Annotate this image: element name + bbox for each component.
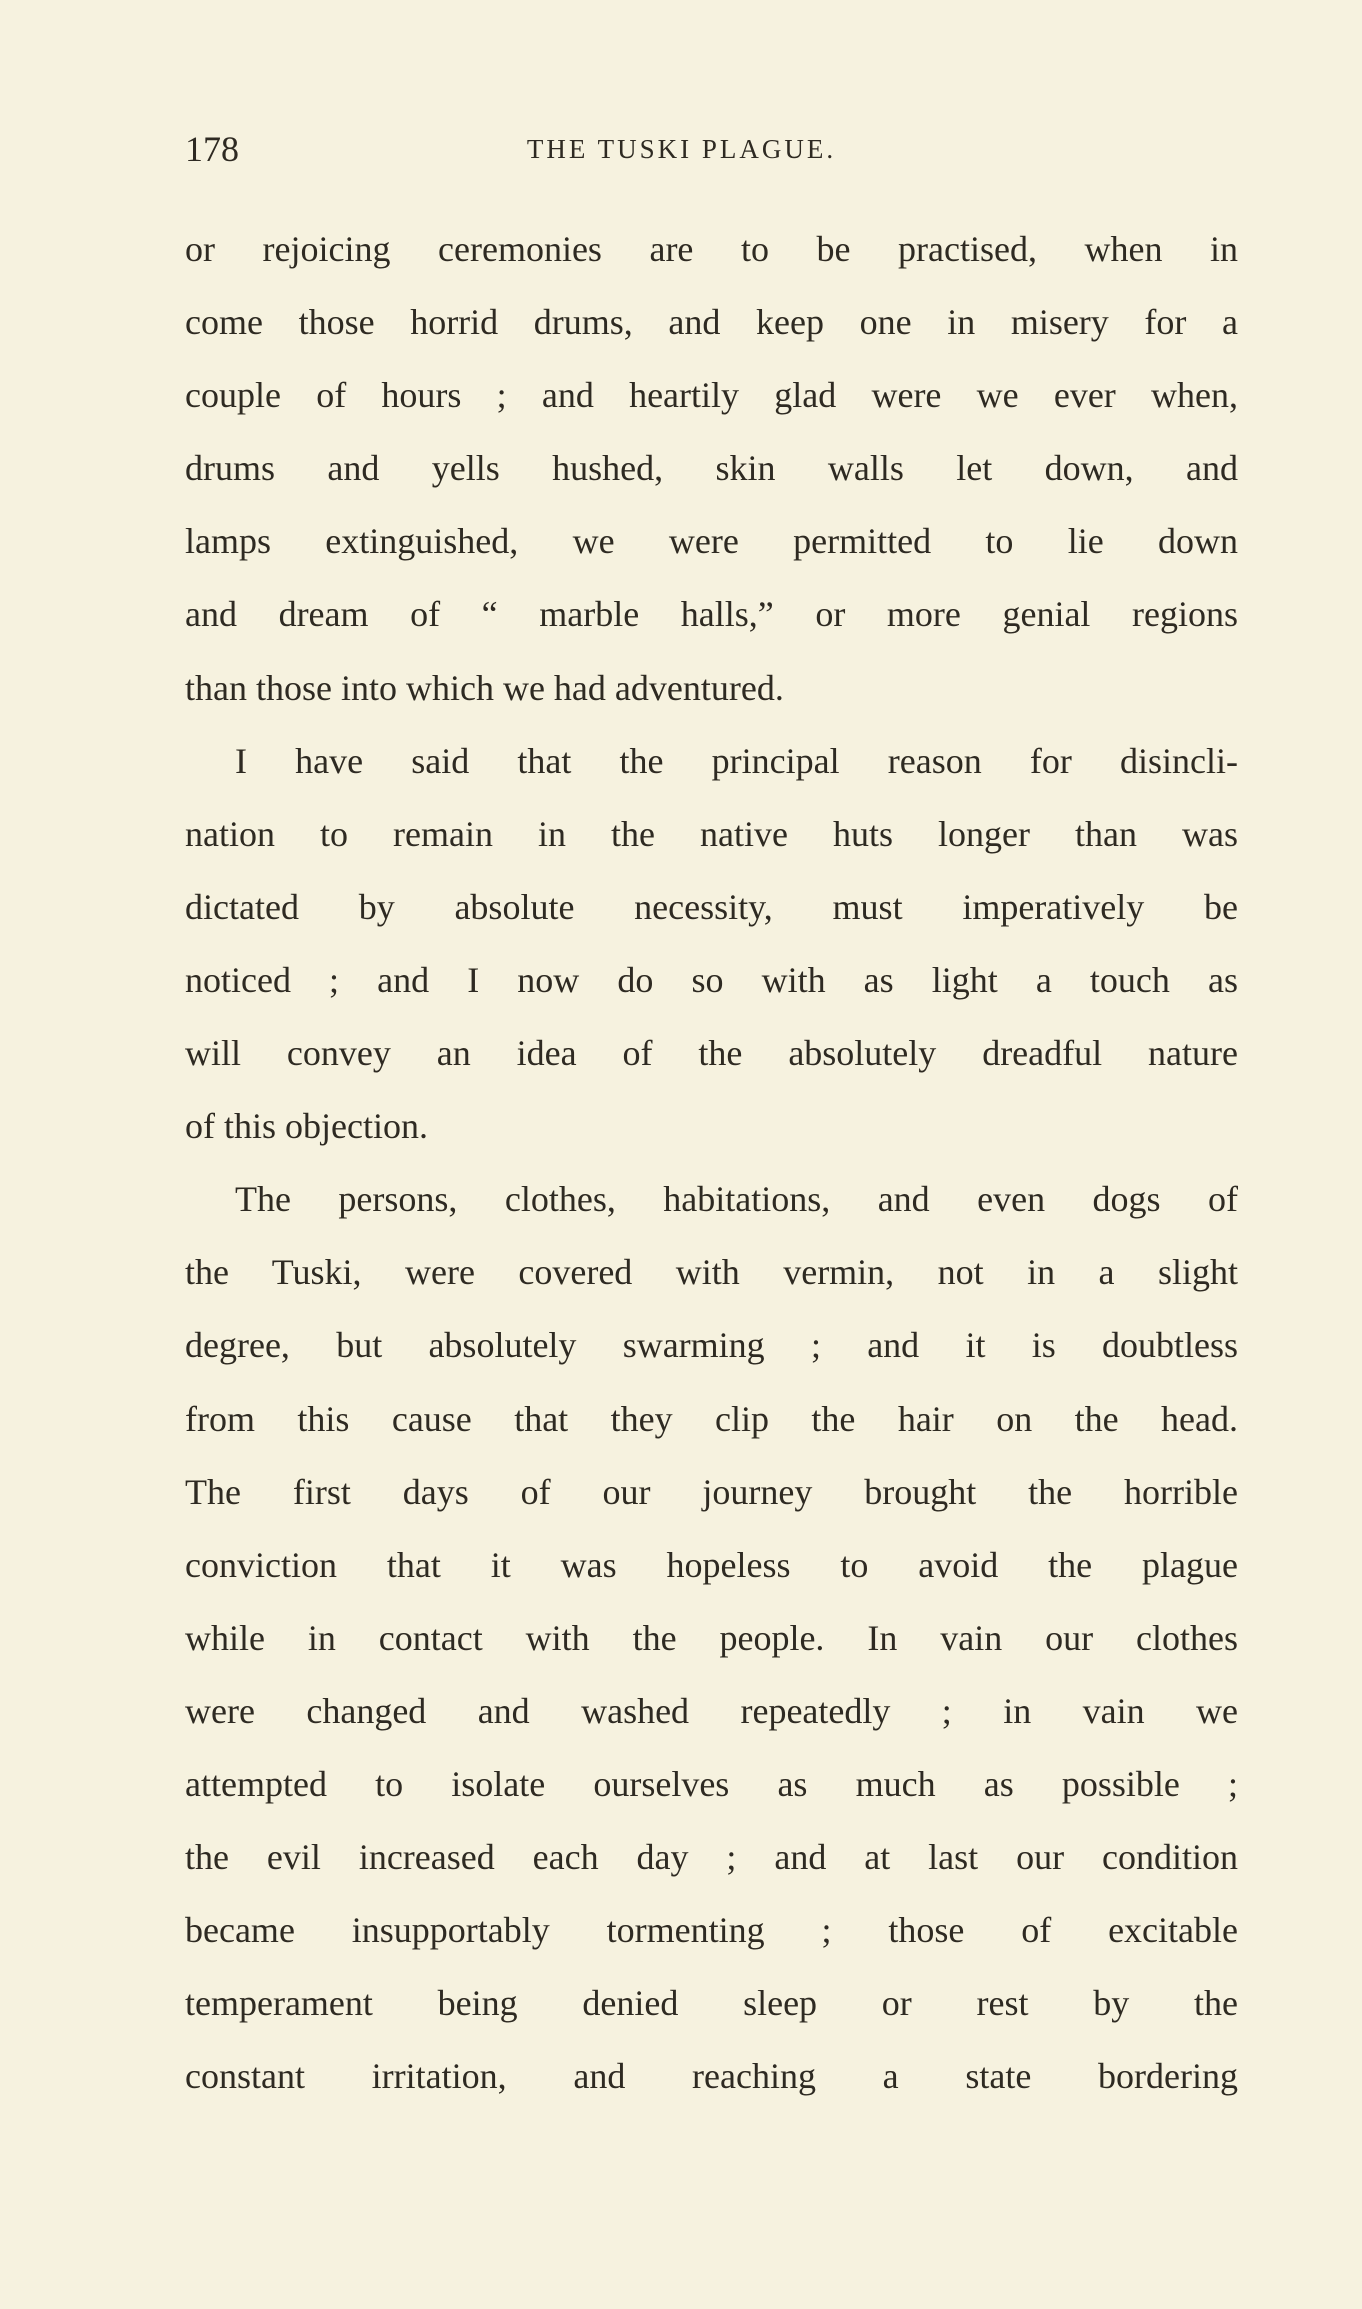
- running-title: THE TUSKI PLAGUE.: [526, 134, 837, 164]
- text-line: the evil increased each day ; and at last our condition: [185, 1837, 1238, 1878]
- text-line: I have said that the principal reason for disincli-: [235, 740, 1238, 781]
- text-line: and dream of “ marble halls,” or more genial regions: [185, 594, 1238, 635]
- text-line: couple of hours ; and heartily glad were we ever when,: [185, 375, 1238, 416]
- text-line: or rejoicing ceremonies are to be practised, when in: [185, 229, 1238, 269]
- text-line: while in contact with the people. In vain our clothes: [185, 1617, 1238, 1658]
- text-line: temperament being denied sleep or rest by the: [185, 1983, 1238, 2024]
- text-line: drums and yells hushed, skin walls let down, and: [185, 448, 1238, 489]
- text-line: attempted to isolate ourselves as much as possible ;: [185, 1763, 1238, 1804]
- text-line: from this cause that they clip the hair on the head.: [185, 1398, 1238, 1439]
- text-line: the Tuski, were covered with vermin, not in a slight: [185, 1252, 1238, 1293]
- text-line: will convey an idea of the absolutely dreadful nature: [185, 1033, 1238, 1074]
- page-header: [185, 128, 1238, 172]
- text-line: nation to remain in the native huts longer than was: [185, 813, 1238, 854]
- text-line: dictated by absolute necessity, must imperatively be: [185, 886, 1238, 927]
- text-line: of this objection.: [185, 1106, 428, 1147]
- text-line: constant irritation, and reaching a state bordering: [185, 2056, 1238, 2097]
- text-line: noticed ; and I now do so with as light a touch as: [185, 959, 1238, 1000]
- text-line: degree, but absolutely swarming ; and it is doubtless: [185, 1325, 1238, 1366]
- text-line: The persons, clothes, habitations, and even dogs of: [235, 1179, 1238, 1220]
- page-body: [185, 224, 1238, 2124]
- text-line: come those horrid drums, and keep one in misery for a: [185, 302, 1238, 343]
- text-line: became insupportably tormenting ; those of excitable: [185, 1910, 1238, 1951]
- text-line: than those into which we had adventured.: [185, 667, 784, 708]
- text-line: conviction that it was hopeless to avoid the plague: [185, 1544, 1238, 1585]
- text-line: The first days of our journey brought the horrible: [185, 1471, 1238, 1512]
- page-number: 178: [185, 129, 239, 169]
- text-line: were changed and washed repeatedly ; in vain we: [185, 1690, 1238, 1731]
- text-line: lamps extinguished, we were permitted to lie down: [185, 521, 1238, 562]
